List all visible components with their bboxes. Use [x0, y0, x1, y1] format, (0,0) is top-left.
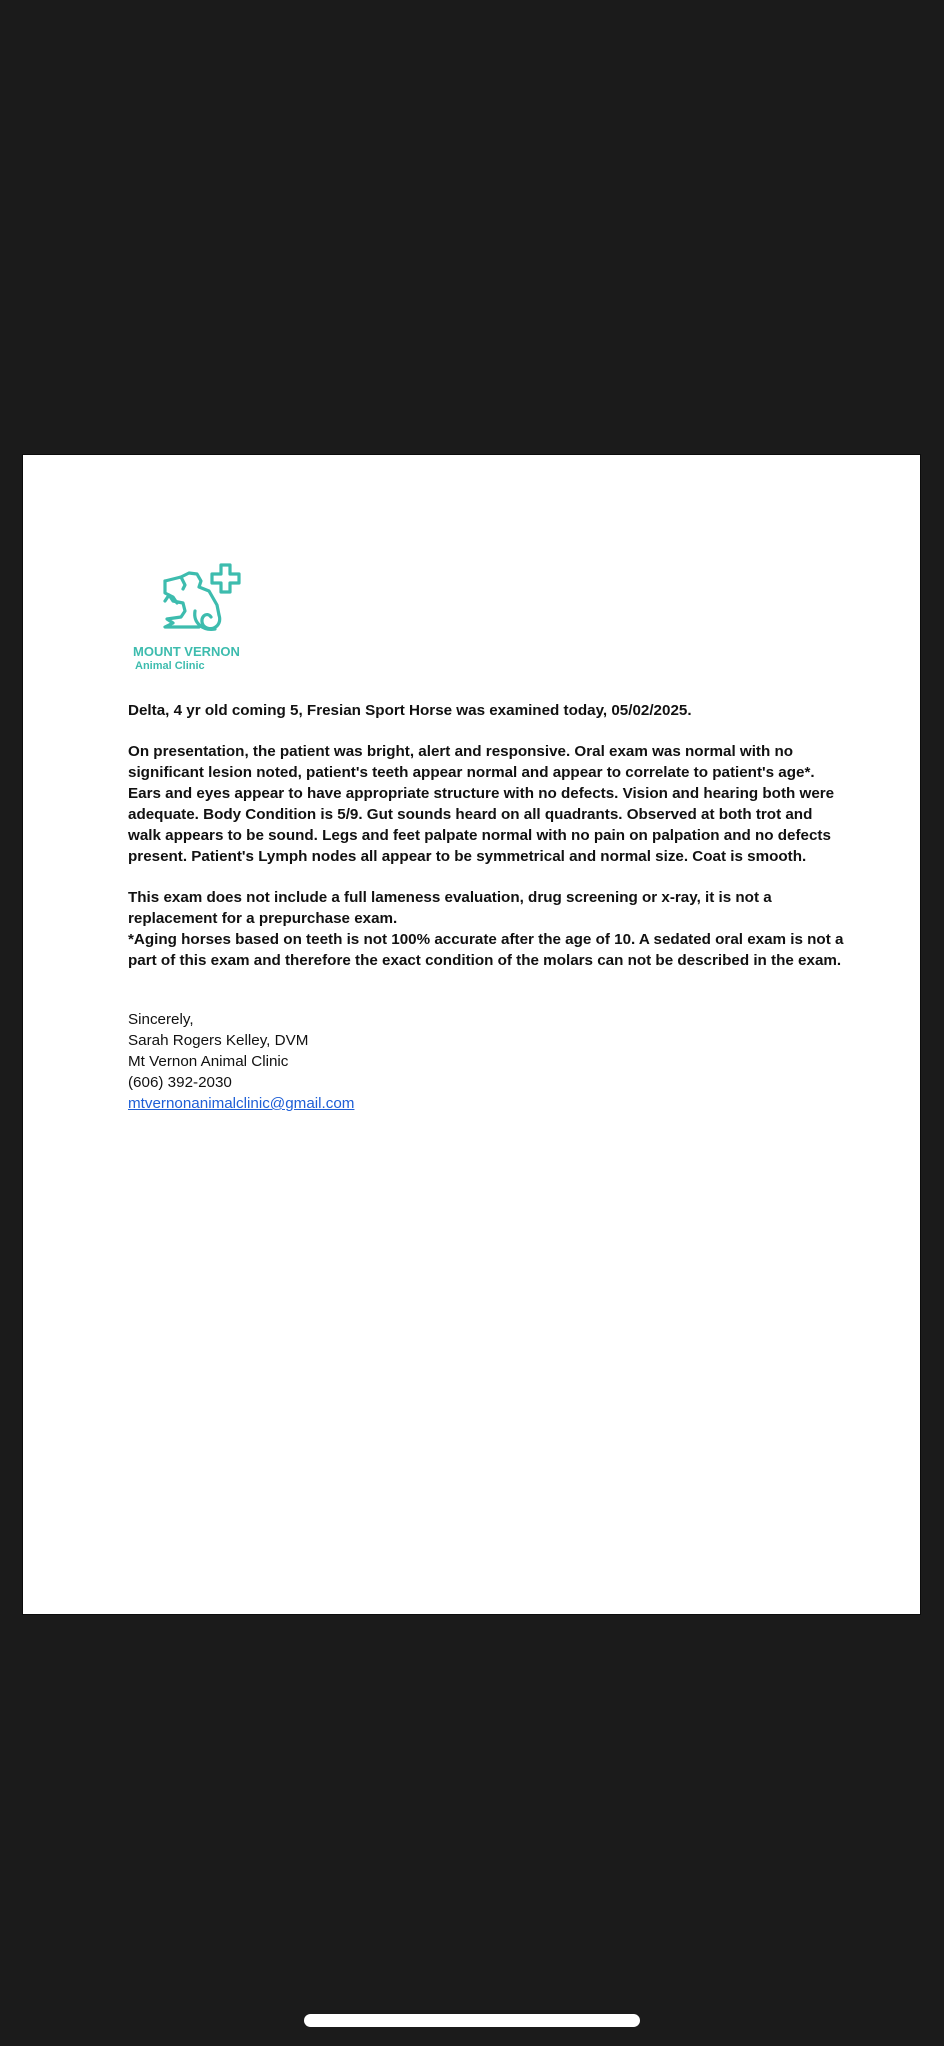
exam-footnote: *Aging horses based on teeth is not 100% accurate after the age of 10. A sedated oral exam is not a part of this exam and therefore the exact condition of the molars can not be described in the exam. — [128, 931, 844, 969]
closing: Sincerely, — [128, 1011, 194, 1028]
exam-intro: Delta, 4 yr old coming 5, Fresian Sport Horse was examined today, 05/02/2025. — [128, 702, 692, 719]
document-page — [23, 455, 920, 1614]
pet-clinic-cross-icon — [159, 561, 249, 641]
email-link[interactable]: mtvernonanimalclinic@gmail.com — [128, 1095, 355, 1112]
letter-body — [128, 700, 848, 1114]
signer-name: Sarah Rogers Kelley, DVM — [128, 1032, 309, 1049]
signature-block — [128, 1009, 848, 1114]
clinic-logo — [133, 561, 273, 673]
clinic-logo-title: MOUNT VERNON — [133, 644, 240, 659]
clinic-logo-subtitle: Animal Clinic — [135, 660, 205, 672]
exam-disclaimer: This exam does not include a full lameness evaluation, drug screening or x-ray, it is not a replacement for a prepurchase exam. — [128, 889, 772, 927]
exam-findings: On presentation, the patient was bright, alert and responsive. Oral exam was normal with no significant lesion noted, patient's teeth appear normal and appear to correlate to patient's age*. Ears and eyes appear to have appropriate structure with no defects. Vision and hearing both were adequate. Body Condition is 5/9. Gut sounds heard on all quadrants. Observed at both trot and walk appears to be sound. Legs and feet palpate normal with no pain on palpation and no defects present. Patient's Lymph nodes all appear to be symmetrical and normal size. Coat is smooth. — [128, 743, 835, 865]
home-indicator[interactable] — [304, 2014, 640, 2027]
phone-number: (606) 392-2030 — [128, 1074, 232, 1091]
clinic-name: Mt Vernon Animal Clinic — [128, 1053, 289, 1070]
